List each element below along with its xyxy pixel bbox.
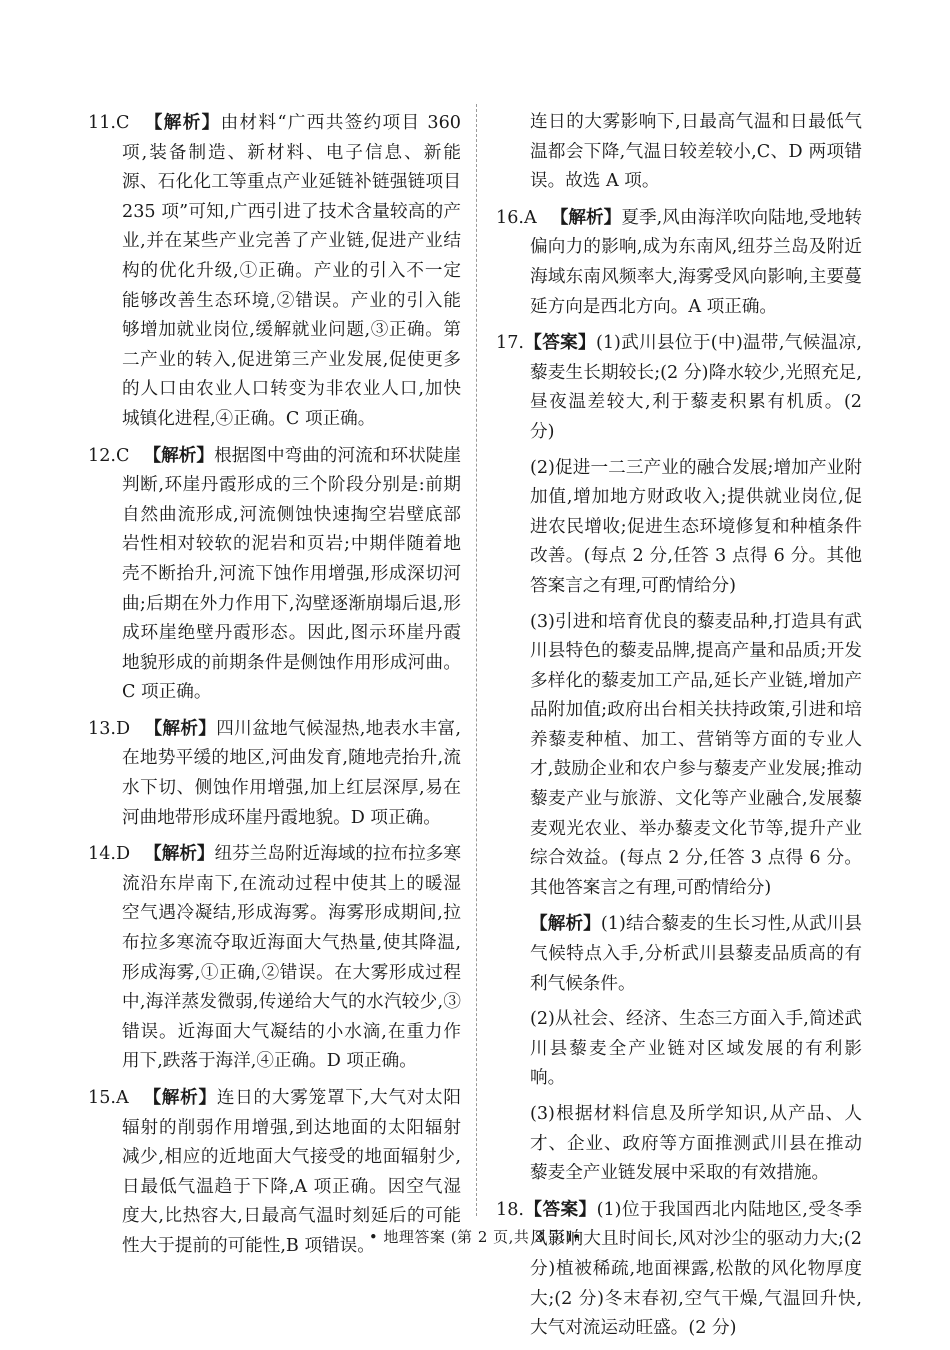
analysis-tag: 【解析】 <box>530 913 601 935</box>
analysis-17-part-1 <box>496 909 862 999</box>
answer-number: 13.D <box>88 718 131 739</box>
answer-text: 纽芬兰岛附近海域的拉布拉多寒流沿东岸南下,在流动过程中使其上的暖湿空气遇冷凝结,形成海雾。海雾形成期间,拉布拉多寒流夺取近海面大气热量,使其降温,形成海雾,①正确,②错误。在大雾形成过程中,海洋蒸发微弱,传递给大气的水汽较少,③错误。近海面大气凝结的小水滴,在重力作用下,跌落于海洋,④正确。D 项正确。 <box>122 844 461 1072</box>
analysis-17-part-2: (2)从社会、经济、生态三方面入手,简述武川县藜麦全产业链对区域发展的有利影响。 <box>530 1009 862 1089</box>
analysis-tag: 【解析】 <box>143 444 215 466</box>
answer-18 <box>496 1195 862 1344</box>
answer-text: 由材料“广西共签约项目 360 项,装备制造、新材料、电子信息、新能源、石化化工等重点产业延链补链强链项目 235 项”可知,广西引进了技术含量较高的产业,并在某些产业完善了产业链,促进产业结构的优化升级,①正确。产业的引入不一定能够改善生态环境,②错误。产业的引入能够增加就业岗位,缓解就业问题,③正确。第二产业的转入,促进第三产业发展,促使更多的人口由农业人口转变为非农业人口,加快城镇化进程,④正确。C 项正确。 <box>122 113 461 429</box>
analysis-tag: 【解析】 <box>142 1087 217 1108</box>
analysis-tag: 【解析】 <box>144 717 217 739</box>
answer-number: 17. <box>496 333 524 354</box>
answer-tag: 【答案】 <box>523 332 596 354</box>
page-footer: • 地理答案 (第 2 页,共 3 页)• <box>368 1228 582 1246</box>
answer-12 <box>88 441 461 708</box>
analysis-tag: 【解析】 <box>144 843 215 865</box>
answer-15-continued: 连日的大雾影响下,日最高气温和日最低气温都会下降,气温日较差较小,C、D 两项错误。故选 A 项。 <box>530 112 862 192</box>
answer-text: 连日的大雾笼罩下,大气对太阳辐射的削弱作用增强,到达地面的太阳辐射减少,相应的近地面大气接受的地面辐射少,日最低气温趋于下降,A 项正确。因空气湿度大,比热容大,日最高气温时刻延后的可能性大于提前的可能性,B 项错误。 <box>122 1088 461 1256</box>
answer-16 <box>496 203 862 322</box>
answer-text: 四川盆地气候湿热,地表水丰富,在地势平缓的地区,河曲发育,随地壳抬升,流水下切、侧蚀作用增强,加上红层深厚,易在河曲地带形成环崖丹霞地貌。D 项正确。 <box>122 718 461 828</box>
answer-11 <box>88 108 461 435</box>
answer-text: (1)位于我国西北内陆地区,受冬季风影响大且时间长,风对沙尘的驱动力大;(2 分)植被稀疏,地面裸露,松散的风化物厚度大;(2 分)冬末春初,空气干燥,气温回升快,大气对流运动旺盛。(2 分) <box>530 1199 862 1339</box>
answer-17-part-3: (3)引进和培育优良的藜麦品种,打造具有武川县特色的藜麦品牌,提高产量和品质;开发多样化的藜麦加工产品,延长产业链,增加产品附加值;政府出台相关扶持政策,引进和培养藜麦种植、加工、营销等方面的专业人才,鼓励企业和农户参与藜麦产业发展;推动藜麦产业与旅游、文化等产业融合,发展藜麦观光农业、举办藜麦文化节等,提升产业综合效益。(每点 2 分,任答 3 点得 6 分。其他答案言之有理,可酌情给分) <box>530 611 862 898</box>
analysis-tag: 【解析】 <box>550 206 622 228</box>
left-column <box>88 108 461 1268</box>
answer-number: 16.A <box>496 207 537 228</box>
answer-17 <box>496 328 862 447</box>
answer-number: 11.C <box>88 113 130 133</box>
right-column <box>496 108 862 1350</box>
answer-text: 根据图中弯曲的河流和环状陡崖判断,环崖丹霞形成的三个阶段分别是:前期自然曲流形成,河流侧蚀快速掏空岩壁底部岩性相对较软的泥岩和页岩;中期伴随着地壳不断抬升,河流下蚀作用增强,形成深切河曲;后期在外力作用下,沟壁逐渐崩塌后退,形成环崖绝壁丹霞形态。因此,图示环崖丹霞地貌形成的前期条件是侧蚀作用形成河曲。C 项正确。 <box>122 445 461 703</box>
analysis-17-part-3: (3)根据材料信息及所学知识,从产品、人才、企业、政府等方面推测武川县在推动藜麦全产业链发展中采取的有效措施。 <box>530 1104 862 1184</box>
analysis-text: (1)结合藜麦的生长习性,从武川县气候特点入手,分析武川县藜麦品质高的有利气候条件。 <box>530 914 862 994</box>
answer-tag: 【答案】 <box>523 1198 597 1220</box>
column-divider <box>476 104 477 1216</box>
analysis-tag: 【解析】 <box>143 112 221 133</box>
answer-number: 15.A <box>88 1088 129 1108</box>
answer-number: 12.C <box>88 445 130 466</box>
answer-number: 18. <box>496 1199 524 1220</box>
answer-text: (1)武川县位于(中)温带,气候温凉,藜麦生长期较长;(2 分)降水较少,光照充足,昼夜温差较大,利于藜麦积累有机质。(2 分) <box>530 333 862 442</box>
answer-14 <box>88 839 461 1077</box>
answer-text: 夏季,风由海洋吹向陆地,受地转偏向力的影响,成为东南风,纽芬兰岛及附近海域东南风频率大,海雾受风向影响,主要蔓延方向是西北方向。A 项正确。 <box>530 207 862 317</box>
answer-13 <box>88 714 461 833</box>
answer-number: 14.D <box>88 844 131 865</box>
answer-17-part-2: (2)促进一二三产业的融合发展;增加产业附加值,增加地方财政收入;提供就业岗位,促进农民增收;促进生态环境修复和种植条件改善。(每点 2 分,任答 3 点得 6 分。其他答案言之有理,可酌情给分) <box>530 457 862 596</box>
